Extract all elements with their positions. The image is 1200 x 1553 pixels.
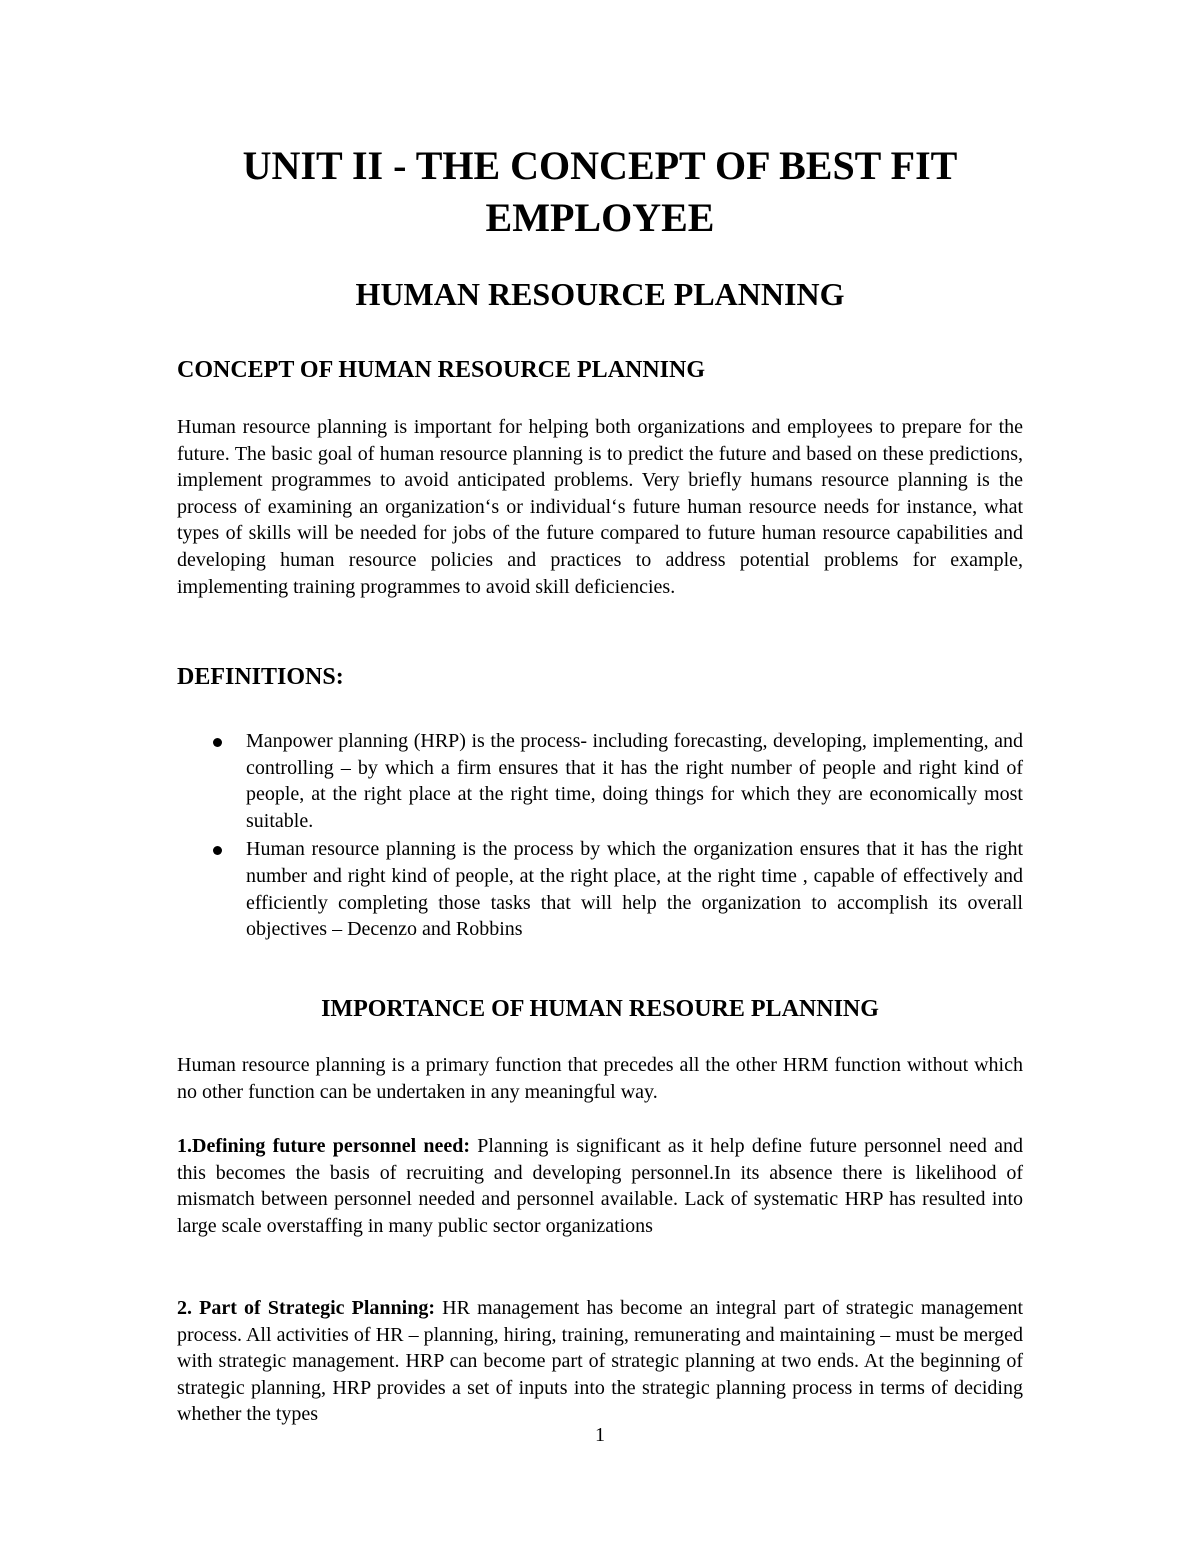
concept-paragraph: Human resource planning is important for helping both organizations and employees to prepare for the future. The basic goal of human resource planning is to predict the future and based on these predictions, implement programmes to avoid anticipated problems. Very briefly humans resource planning is the process of examining an organization‘s or individual‘s future human resource needs for instance, what types of skills will be needed for jobs of the future compared to future human resource capabilities and developing human resource policies and practices to address potential problems for example, implementing training programmes to avoid skill deficiencies. [177,416,1023,598]
definition-text: Manpower planning (HRP) is the process- including forecasting, developing, implementing, and controlling – by which a firm ensures that it has the right number of people and right kind of people, at the right place at the right time, doing things for which they are economically most suitable. [246,730,1023,832]
definitions-heading: DEFINITIONS: [177,664,344,690]
title-line-1: UNIT II - THE CONCEPT OF BEST FIT [242,143,958,188]
point-2-text: HR management has become an integral part of strategic management process. All activities of HR – planning, hiring, training, remunerating and maintaining – must be merged with strategic management. HRP can become part of strategic planning at two ends. At the beginning of strategic planning, HRP provides a set of inputs into the strategic planning process in terms of deciding whether the types [177,1297,1024,1426]
point-1-label: 1.Defining future personnel need: [177,1135,471,1157]
importance-intro: Human resource planning is a primary function that precedes all the other HRM function without which no other function can be undertaken in any meaningful way. [177,1054,1023,1103]
importance-heading: IMPORTANCE OF HUMAN RESOURE PLANNING [321,996,879,1022]
page-number: 1 [595,1424,605,1446]
bullet-icon [213,846,222,855]
concept-heading: CONCEPT OF HUMAN RESOURCE PLANNING [177,357,706,383]
definition-item [177,728,1023,834]
point-2-label: 2. Part of Strategic Planning: [177,1297,436,1319]
document-subtitle: HUMAN RESOURCE PLANNING [355,276,845,312]
bullet-icon [213,738,222,747]
definition-text: Human resource planning is the process by which the organization ensures that it has the right number and right kind of people, at the right place, at the right time , capable of effectively and efficiently completing those tasks that will help the organization to accomplish its overall objectives – Decenzo and Robbins [246,838,1023,941]
point-1-paragraph [177,1133,1023,1239]
point-2-paragraph [177,1295,1023,1428]
point-1-text: Planning is significant as it help define future personnel need and this becomes the basis of recruiting and developing personnel.In its absence there is likelihood of mismatch between personnel needed and personnel available. Lack of systematic HRP has resulted into large scale overstaffing in many public sector organizations [177,1135,1023,1237]
title-line-2: EMPLOYEE [485,195,715,240]
definitions-list [177,728,1023,945]
document-title [0,140,1200,244]
definition-item [177,836,1023,942]
